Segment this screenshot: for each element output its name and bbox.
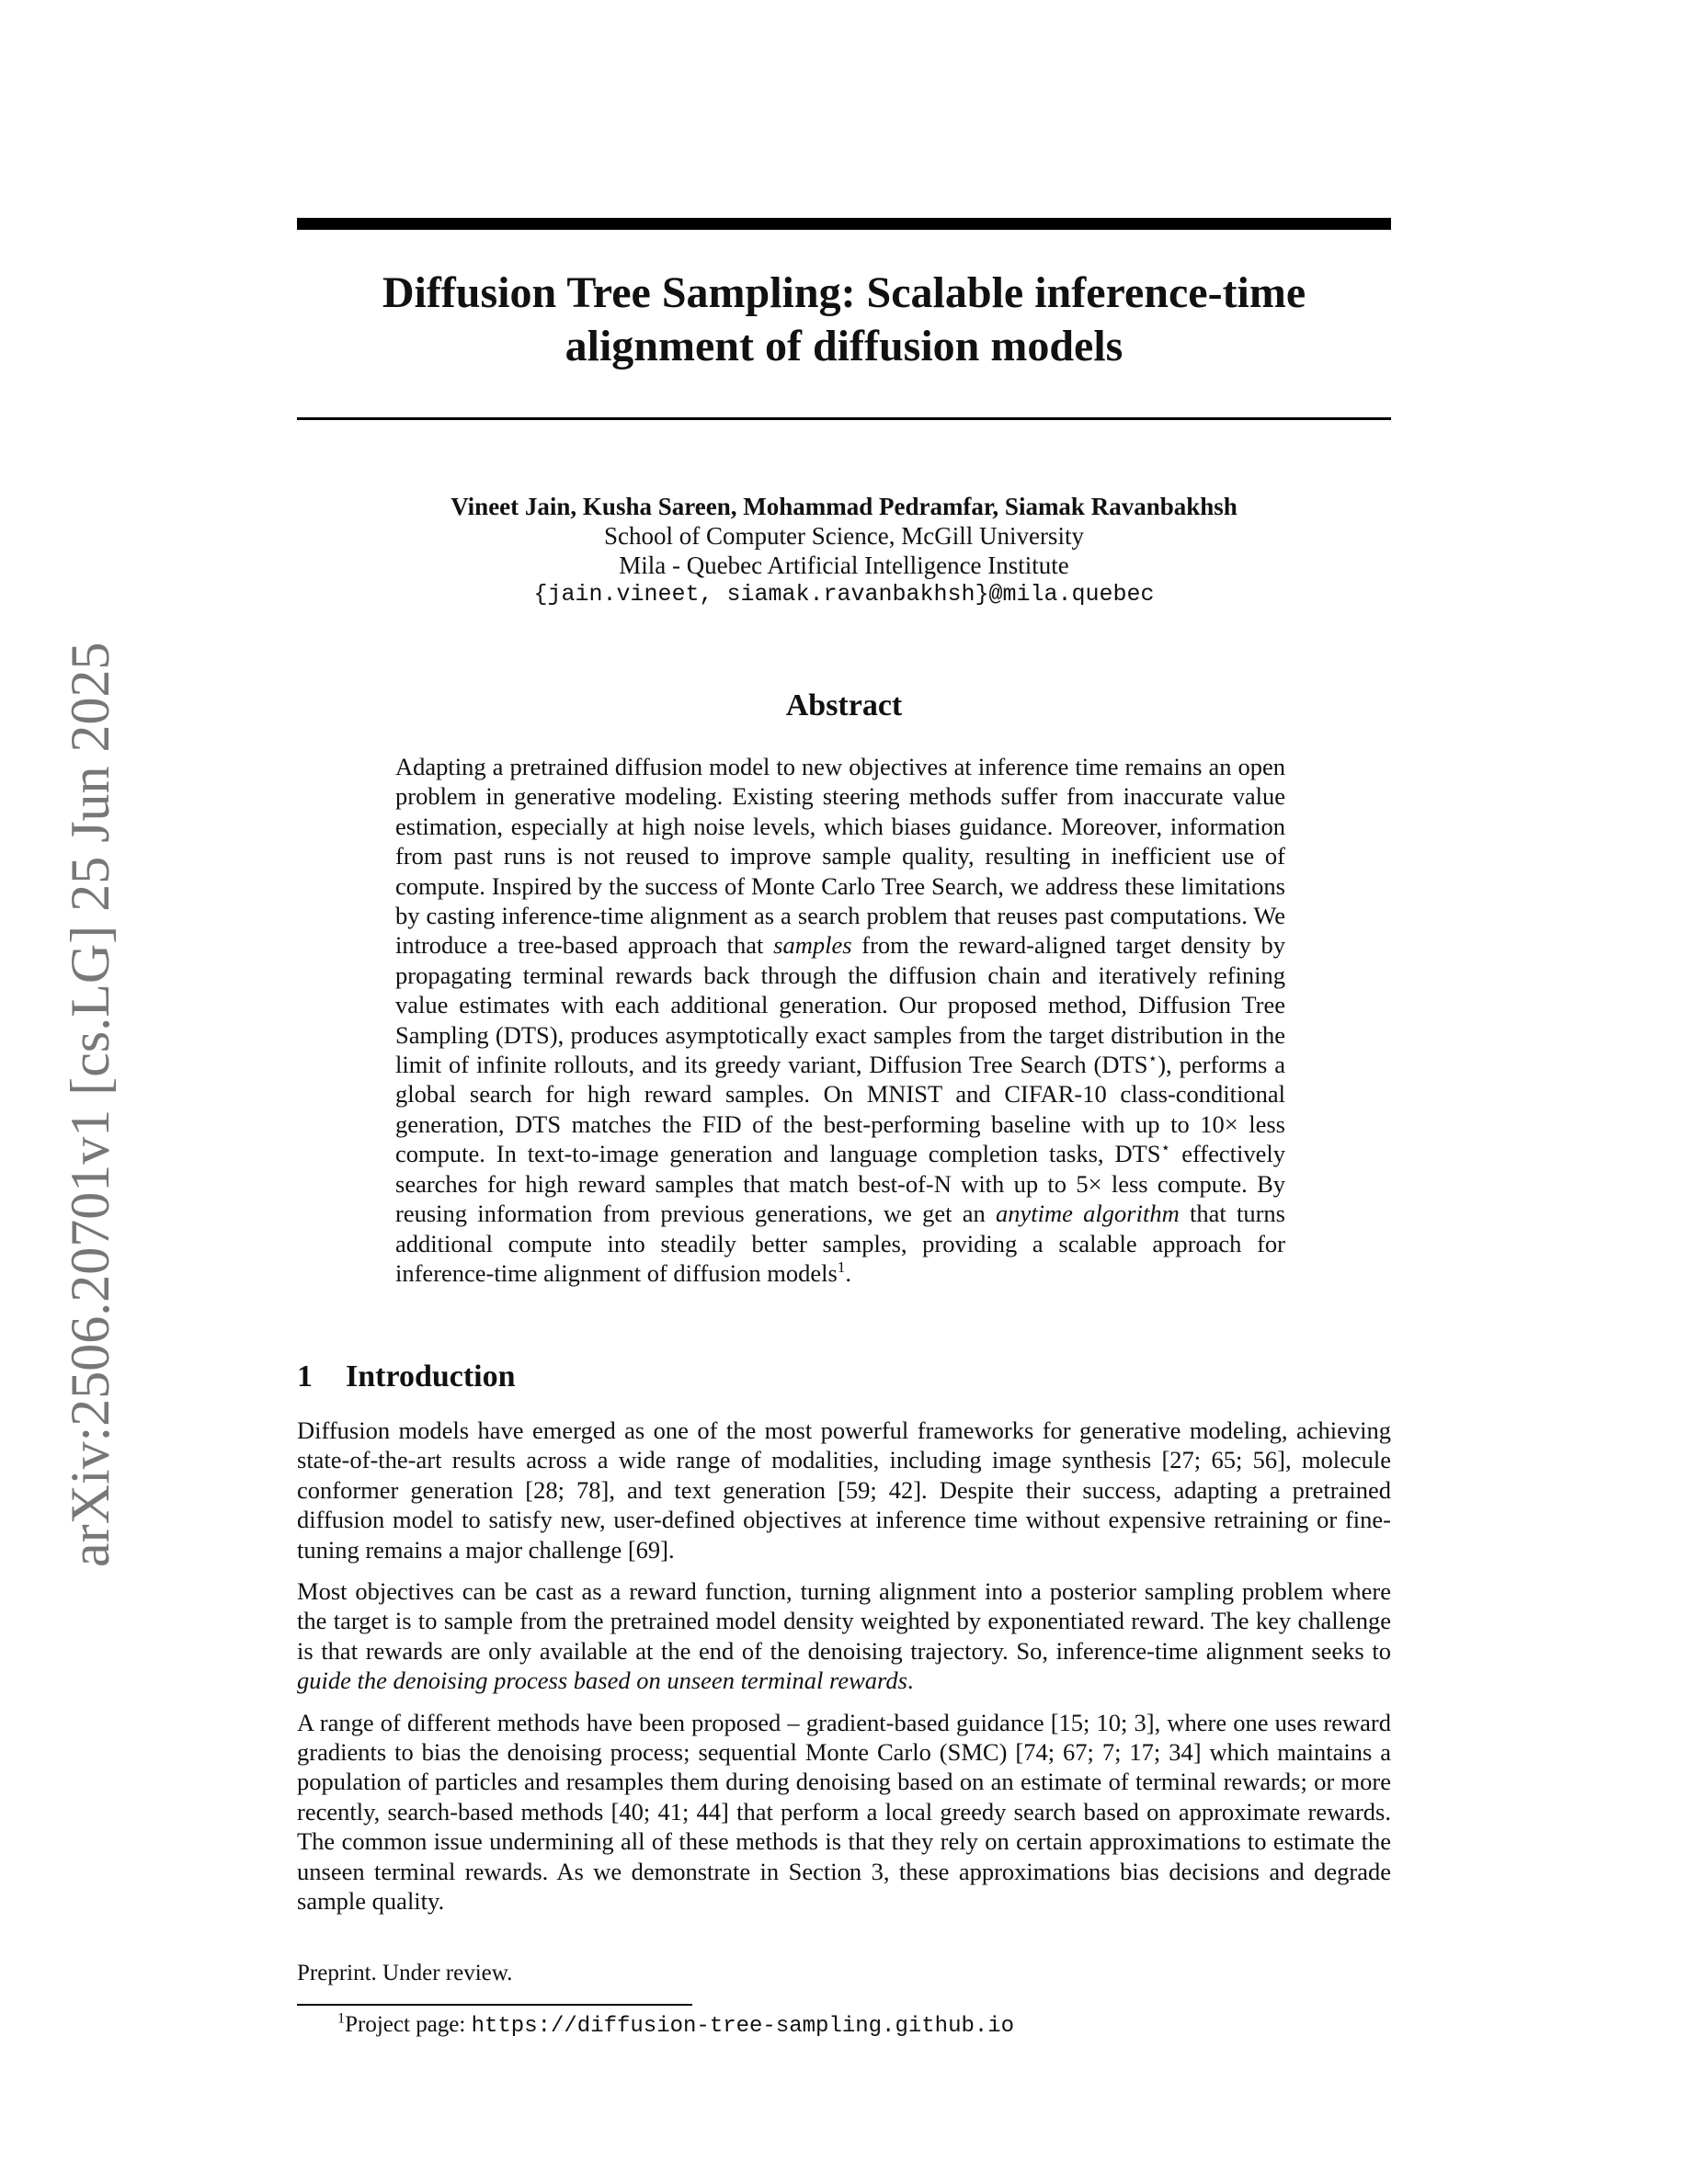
- title-bottom-rule: [297, 417, 1391, 420]
- footnote: [337, 2011, 1014, 2041]
- paper-title: [297, 267, 1391, 373]
- paragraph-emphasis: guide the denoising process based on unseen terminal rewards: [297, 1666, 907, 1695]
- abstract-part: .: [845, 1258, 852, 1287]
- title-line-1: Diffusion Tree Sampling: Scalable inference-time: [382, 268, 1306, 317]
- project-page-link[interactable]: https://diffusion-tree-sampling.github.io: [471, 2014, 1015, 2039]
- footnote-rule: [297, 2004, 692, 2006]
- footnote-label: Project page:: [345, 2012, 472, 2037]
- paragraph-part: Most objectives can be cast as a reward function, turning alignment into a posterior sampling problem where the target is to sample from the pretrained model density weighted by exponentiated reward. The key challenge is that rewards are only available at the end of the denoising trajectory. So, inference-time alignment seeks to: [297, 1577, 1391, 1665]
- footnote-mark: 1: [337, 2009, 346, 2027]
- section-title: Introduction: [346, 1359, 516, 1393]
- abstract-part: ), performs a global search for high reward samples. On MNIST and CIFAR-10 class-conditional generation, DTS matches the FID of the best-performing baseline with up to 10× less compute. In text-to-image generation and language completion tasks, DTS: [395, 1051, 1285, 1168]
- title-top-rule: [297, 218, 1391, 230]
- dts-star-mark: ⋆: [1160, 1139, 1171, 1157]
- abstract-text: [395, 752, 1285, 1288]
- introduction-body: [297, 1416, 1391, 1928]
- abstract-part: from the reward-aligned target density by propagating terminal rewards back through the diffusion chain and iteratively refining value estimates with each additional generation. Our proposed method, Diffusion Tree Sampling (DTS), produces asymptotically exact samples from the target distribution in the limit of infinite rollouts, and its greedy variant, Diffusion Tree Search (DTS: [395, 931, 1285, 1079]
- title-line-2: alignment of diffusion models: [565, 322, 1123, 370]
- abstract-emphasis-anytime: anytime algorithm: [996, 1200, 1180, 1228]
- intro-paragraph-3: A range of different methods have been proposed – gradient-based guidance [15; 10; 3], where one uses reward gradients to bias the denoising process; sequential Monte Carlo (SMC) [74; 67; 7; 17; 34] which maintains a population of particles and resamples them during denoising based on an estimate of terminal rewards; or more recently, search-based methods [40; 41; 44] that perform a local greedy search based on approximate rewards. The common issue undermining all of these methods is that they rely on certain approximations to estimate the unseen terminal rewards. As we demonstrate in Section 3, these approximations bias decisions and degrade sample quality.: [297, 1708, 1391, 1916]
- arxiv-identifier: arXiv:2506.20701v1 [cs.LG] 25 Jun 2025: [60, 642, 120, 1567]
- section-heading-introduction: [297, 1359, 516, 1395]
- dts-star-mark: ⋆: [1147, 1050, 1158, 1068]
- preprint-note: Preprint. Under review.: [297, 1961, 513, 1985]
- affiliation-mcgill: School of Computer Science, McGill University: [604, 522, 1084, 550]
- footnote-reference[interactable]: 1: [837, 1258, 846, 1277]
- abstract-heading: Abstract: [785, 688, 903, 722]
- abstract-part: Adapting a pretrained diffusion model to new objectives at inference time remains an open problem in generative modeling. Existing steering methods suffer from inaccurate value estimation, especially at high noise levels, which biases guidance. Moreover, information from past runs is not reused to improve sample quality, resulting in inefficient use of compute. Inspired by the success of Monte Carlo Tree Search, we address these limitations by casting inference-time alignment as a search problem that reuses past computations. We introduce a tree-based approach that: [395, 753, 1285, 960]
- abstract-part: that turns additional compute into steadily better samples, providing a scalable approach for inference-time alignment of diffusion models: [395, 1200, 1285, 1287]
- author-block: [297, 492, 1391, 609]
- affiliation-mila: Mila - Quebec Artificial Intelligence Institute: [619, 552, 1069, 579]
- abstract-emphasis-samples: samples: [773, 931, 852, 960]
- author-email: {jain.vineet, siamak.ravanbakhsh}@mila.quebec: [533, 581, 1155, 608]
- section-number: 1: [297, 1359, 313, 1393]
- intro-paragraph-1: Diffusion models have emerged as one of the most powerful frameworks for generative modeling, achieving state-of-the-art results across a wide range of modalities, including image synthesis [27; 65; 56], molecule conformer generation [28; 78], and text generation [59; 42]. Despite their success, adapting a pretrained diffusion model to satisfy new, user-defined objectives at inference time without expensive retraining or fine-tuning remains a major challenge [69].: [297, 1416, 1391, 1564]
- author-names: Vineet Jain, Kusha Sareen, Mohammad Pedramfar, Siamak Ravanbakhsh: [451, 493, 1237, 520]
- intro-paragraph-2: [297, 1576, 1391, 1696]
- abstract-part: effectively searches for high reward samples that match best-of-N with up to 5× less compute. By reusing information from previous generations, we get an: [395, 1140, 1285, 1228]
- paragraph-part: .: [907, 1666, 914, 1695]
